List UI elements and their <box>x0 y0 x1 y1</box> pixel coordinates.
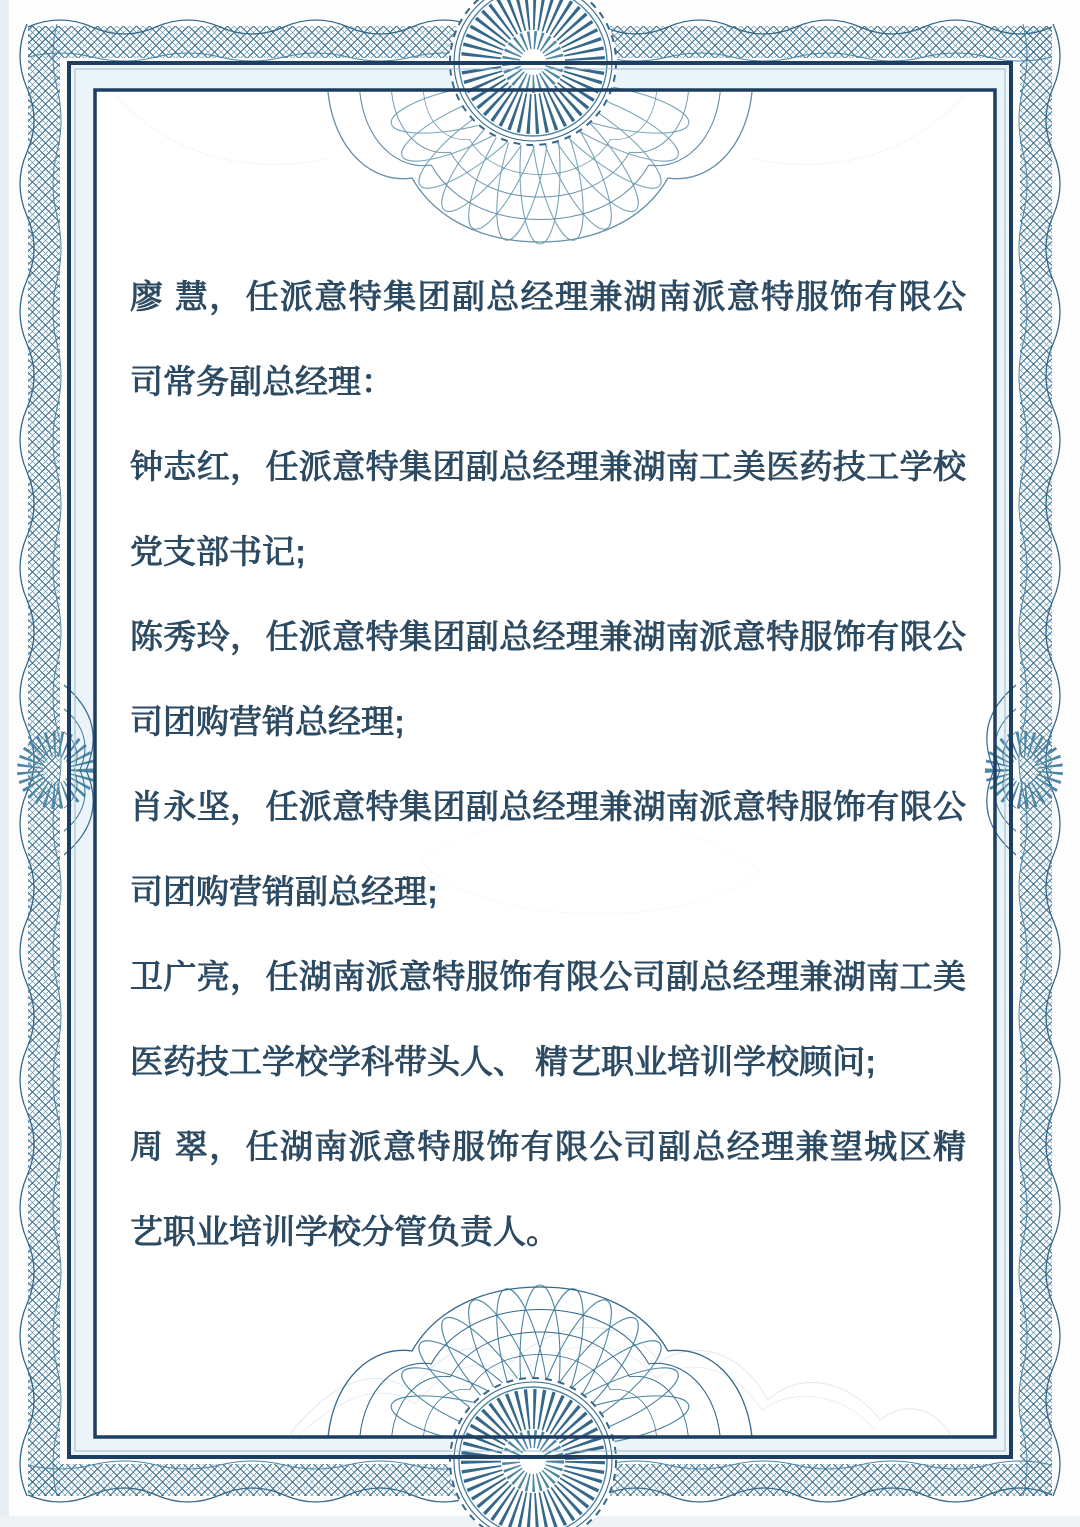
appointment-text: 任派意特集团副总经理兼湖南工美医药技工学校党支部书记; <box>130 448 966 570</box>
appointment-paragraph <box>130 594 966 764</box>
appointment-text: 任派意特集团副总经理兼湖南派意特服饰有限公司常务副总经理： <box>130 278 966 400</box>
appointment-paragraph <box>130 254 966 424</box>
person-name: 廖 慧， <box>130 278 244 315</box>
person-name: 周 翠， <box>130 1128 244 1165</box>
person-name: 钟志红， <box>130 448 264 485</box>
person-name: 肖永坚， <box>130 788 264 825</box>
appointment-text: 任湖南派意特服饰有限公司副总经理兼望城区精艺职业培训学校分管负责人。 <box>130 1128 966 1250</box>
photo-edge-left <box>0 0 9 1527</box>
appointment-text: 任派意特集团副总经理兼湖南派意特服饰有限公司团购营销副总经理; <box>130 788 966 910</box>
person-name: 卫广亮， <box>130 958 264 995</box>
appointment-text: 任派意特集团副总经理兼湖南派意特服饰有限公司团购营销总经理; <box>130 618 966 740</box>
appointment-text: 任湖南派意特服饰有限公司副总经理兼湖南工美医药技工学校学科带头人、 精艺职业培训学校顾问; <box>130 958 966 1080</box>
person-name: 陈秀玲， <box>130 618 264 655</box>
appointment-paragraph <box>130 764 966 934</box>
appointment-paragraph <box>130 934 966 1104</box>
appointment-paragraph <box>130 424 966 594</box>
certificate-body <box>130 254 966 1274</box>
appointment-paragraph <box>130 1104 966 1274</box>
